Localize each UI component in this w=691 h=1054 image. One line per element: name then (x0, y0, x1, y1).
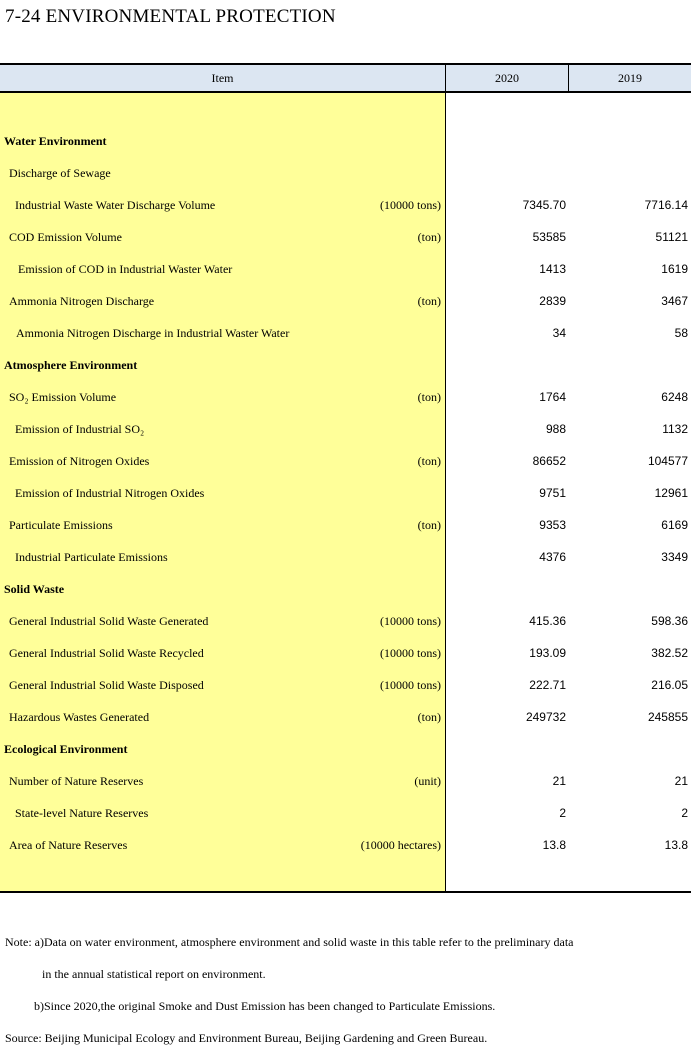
table-row (0, 125, 691, 157)
value-2020: 13.8 (542, 838, 566, 852)
row-name: Ammonia Nitrogen Discharge (9, 294, 155, 308)
value-2020: 249732 (525, 710, 566, 724)
row-name: COD Emission Volume (9, 230, 122, 244)
table-row (0, 157, 691, 189)
row-unit: (ton) (417, 390, 441, 404)
table-row (0, 349, 691, 381)
header-2020: 2020 (446, 65, 569, 91)
row-name: Emission of COD in Industrial Waster Water (18, 262, 233, 276)
value-2020: 193.09 (529, 646, 566, 660)
row-unit: (ton) (417, 230, 441, 244)
value-2019: 21 (674, 774, 688, 788)
environment-table (0, 63, 691, 893)
value-2019: 7716.14 (644, 198, 688, 212)
header-item: Item (0, 65, 446, 91)
table-row (0, 253, 691, 285)
row-unit: (ton) (417, 518, 441, 532)
value-2019: 216.05 (651, 678, 688, 692)
value-2019: 13.8 (664, 838, 688, 852)
header-2019: 2019 (618, 71, 642, 85)
source-line: Source: Beijing Municipal Ecology and Environment Bureau, Beijing Gardening and Green Bureau. (5, 1031, 488, 1045)
table-header (0, 63, 691, 93)
value-2019: 6169 (661, 518, 688, 532)
row-name: State-level Nature Reserves (15, 806, 149, 820)
row-name: Particulate Emissions (9, 518, 113, 532)
value-2020: 4376 (539, 550, 566, 564)
row-unit: (ton) (417, 710, 441, 724)
row-name: Number of Nature Reserves (9, 774, 144, 788)
value-2019: 104577 (647, 454, 688, 468)
row-name: General Industrial Solid Waste Recycled (9, 646, 204, 660)
row-unit: (10000 tons) (380, 614, 441, 628)
table-row (0, 829, 691, 861)
value-2019: 3467 (661, 294, 688, 308)
value-2019: 1132 (662, 422, 688, 436)
table-bottom-rule (0, 891, 691, 893)
row-name: General Industrial Solid Waste Generated (9, 614, 209, 628)
row-name: Hazardous Wastes Generated (9, 710, 150, 724)
table-row (0, 541, 691, 573)
value-2020: 9751 (539, 486, 566, 500)
value-2019: 382.52 (651, 646, 688, 660)
value-2020: 9353 (539, 518, 566, 532)
table-row (0, 765, 691, 797)
value-2020: 7345.70 (522, 198, 566, 212)
row-unit: (10000 tons) (380, 646, 441, 660)
row-name: Water Environment (4, 134, 107, 148)
value-2020: 86652 (532, 454, 566, 468)
row-name: Discharge of Sewage (9, 166, 111, 180)
table-row (0, 733, 691, 765)
table-row (0, 509, 691, 541)
row-name: SO₂ Emission Volume (9, 390, 117, 404)
value-2020: 2 (559, 806, 566, 820)
value-2020: 222.71 (529, 678, 566, 692)
value-2019: 245855 (647, 710, 688, 724)
row-name: General Industrial Solid Waste Disposed (9, 678, 204, 692)
table-row (0, 317, 691, 349)
table-row (0, 413, 691, 445)
value-2020: 2839 (539, 294, 566, 308)
value-2020: 1764 (539, 390, 566, 404)
value-2020: 1413 (539, 262, 566, 276)
value-2020: 53585 (532, 230, 566, 244)
table-row (0, 445, 691, 477)
table-row (0, 477, 691, 509)
row-name: Atmosphere Environment (4, 358, 138, 372)
row-name: Ecological Environment (4, 742, 128, 756)
row-unit: (10000 hectares) (360, 838, 441, 852)
row-name: Industrial Waste Water Discharge Volume (15, 198, 216, 212)
value-2020: 415.36 (529, 614, 566, 628)
row-name: Emission of Industrial SO₂ (15, 422, 145, 436)
value-2019: 12961 (654, 486, 688, 500)
row-unit: (unit) (414, 774, 441, 788)
value-2019: 51121 (655, 230, 688, 244)
row-name: Area of Nature Reserves (9, 838, 128, 852)
value-2019: 2 (681, 806, 688, 820)
table-row (0, 797, 691, 829)
table-row (0, 221, 691, 253)
note-line-a-cont: in the annual statistical report on environment. (42, 967, 266, 981)
row-unit: (10000 tons) (380, 678, 441, 692)
value-2020: 988 (545, 422, 566, 436)
table-row (0, 573, 691, 605)
value-2019: 58 (674, 326, 688, 340)
row-name: Emission of Nitrogen Oxides (9, 454, 150, 468)
row-unit: (ton) (417, 294, 441, 308)
row-name: Emission of Industrial Nitrogen Oxides (15, 486, 205, 500)
value-2019: 6248 (661, 390, 688, 404)
value-2020: 34 (552, 326, 566, 340)
value-2020: 21 (552, 774, 566, 788)
row-name: Industrial Particulate Emissions (15, 550, 168, 564)
note-line-a: Note: a)Data on water environment, atmosphere environment and solid waste in this table refer to the preliminary data (5, 935, 574, 949)
table-row (0, 605, 691, 637)
value-2019: 1619 (661, 262, 688, 276)
table-row (0, 669, 691, 701)
note-line-b: b)Since 2020,the original Smoke and Dust Emission has been changed to Particulate Emissions. (34, 999, 496, 1013)
table-row (0, 381, 691, 413)
value-2019: 3349 (661, 550, 688, 564)
table-row (0, 189, 691, 221)
value-2019: 598.36 (651, 614, 688, 628)
row-unit: (10000 tons) (380, 198, 441, 212)
row-name: Ammonia Nitrogen Discharge in Industrial Waster Water (16, 326, 290, 340)
row-unit: (ton) (417, 454, 441, 468)
table-row (0, 285, 691, 317)
row-name: Solid Waste (4, 582, 65, 596)
page-title: 7-24 ENVIRONMENTAL PROTECTION (5, 6, 336, 27)
table-row (0, 701, 691, 733)
table-row (0, 637, 691, 669)
